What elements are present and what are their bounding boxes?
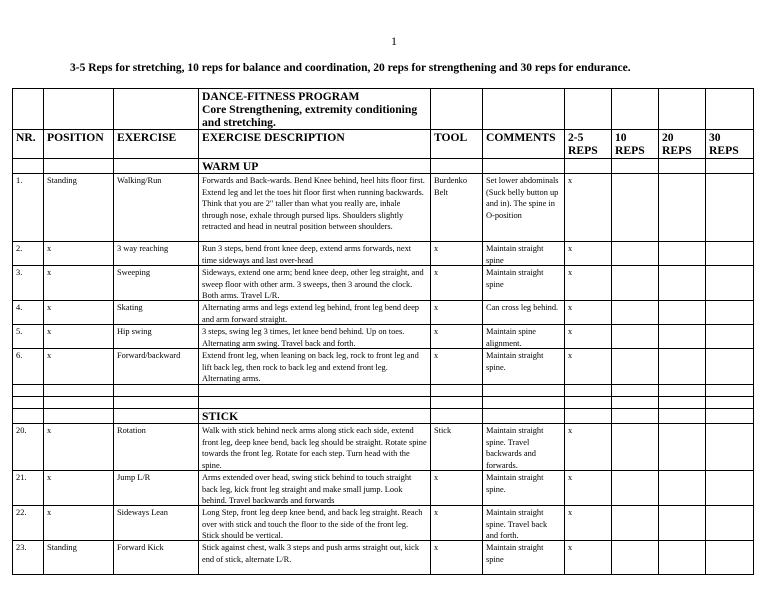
row-reps-empty [659, 174, 706, 242]
row-exercise: Sweeping [114, 266, 199, 301]
row-reps-empty [659, 471, 706, 506]
blank-row [13, 397, 754, 409]
program-title: DANCE-FITNESS PROGRAM [202, 90, 360, 103]
table-row [13, 349, 754, 385]
row-position: x [44, 301, 114, 325]
header-tool: TOOL [431, 130, 483, 159]
row-exercise: Hip swing [114, 325, 199, 349]
row-reps-empty [706, 325, 754, 349]
row-exercise: Skating [114, 301, 199, 325]
table-row [13, 424, 754, 471]
row-reps-empty [659, 266, 706, 301]
row-tool: Burdenko Belt [431, 174, 483, 242]
table-row [13, 471, 754, 506]
program-subtitle: Core Strengthening, extremity conditioning and stretching. [202, 103, 418, 129]
row-reps-empty [706, 349, 754, 385]
row-reps-empty [706, 174, 754, 242]
row-reps-empty [706, 266, 754, 301]
row-reps-empty [659, 301, 706, 325]
row-tool: x [431, 325, 483, 349]
section-row-warmup [13, 159, 754, 174]
row-position: x [44, 471, 114, 506]
row-tool: x [431, 506, 483, 541]
row-reps-empty [612, 325, 659, 349]
blank-row [13, 385, 754, 397]
row-exercise: Walking/Run [114, 174, 199, 242]
row-nr: 5. [13, 325, 44, 349]
row-description: Forwards and Back-wards. Bend Knee behind, heel hits floor first. Extend leg and let the toes hit floor first when running backwards. Think that you are 2" taller than what you really are, inhale through nose, exhale through pursed lips. Shoulders slightly retracted and head in neutral position between shoulders. [199, 174, 431, 242]
row-position: x [44, 424, 114, 471]
row-description: Long Step, front leg deep knee bend, and back leg straight. Reach over with stick and touch the floor to the side of the front leg. Stick should be vertical. [199, 506, 431, 541]
header-comments: COMMENTS [483, 130, 565, 159]
row-reps-empty [612, 424, 659, 471]
row-reps-empty [659, 424, 706, 471]
row-position: x [44, 242, 114, 266]
row-reps-empty [612, 506, 659, 541]
row-nr: 1. [13, 174, 44, 242]
row-nr: 6. [13, 349, 44, 385]
row-reps-2-5: x [565, 174, 612, 242]
row-description: Alternating arms and legs extend leg behind, front leg bend deep and arm forward straight. [199, 301, 431, 325]
row-nr: 21. [13, 471, 44, 506]
row-reps-empty [706, 541, 754, 575]
row-comments: Maintain straight spine. [483, 349, 565, 385]
row-reps-empty [706, 506, 754, 541]
row-comments: Maintain straight spine [483, 266, 565, 301]
row-reps-empty [706, 471, 754, 506]
row-reps-empty [659, 541, 706, 575]
row-reps-2-5: x [565, 301, 612, 325]
section-warmup: WARM UP [199, 159, 431, 174]
row-exercise: Forward/backward [114, 349, 199, 385]
row-reps-empty [706, 242, 754, 266]
header-position: POSITION [44, 130, 114, 159]
program-title-cell [199, 89, 431, 130]
row-reps-empty [706, 424, 754, 471]
row-position: x [44, 325, 114, 349]
header-nr: NR. [13, 130, 44, 159]
row-position: x [44, 506, 114, 541]
row-nr: 23. [13, 541, 44, 575]
row-exercise: Forward Kick [114, 541, 199, 575]
header-exercise: EXERCISE [114, 130, 199, 159]
row-nr: 4. [13, 301, 44, 325]
header-description: EXERCISE DESCRIPTION [199, 130, 431, 159]
row-comments: Can cross leg behind. [483, 301, 565, 325]
row-nr: 2. [13, 242, 44, 266]
row-comments: Maintain straight spine [483, 541, 565, 575]
header-reps-20: 20 REPS [659, 130, 706, 159]
row-reps-2-5: x [565, 424, 612, 471]
row-nr: 22. [13, 506, 44, 541]
row-position: Standing [44, 174, 114, 242]
row-reps-empty [706, 301, 754, 325]
row-tool: x [431, 541, 483, 575]
exercise-table [12, 88, 754, 575]
row-comments: Maintain spine alignment. [483, 325, 565, 349]
row-reps-empty [612, 174, 659, 242]
row-nr: 20. [13, 424, 44, 471]
row-reps-2-5: x [565, 541, 612, 575]
row-reps-empty [612, 349, 659, 385]
row-reps-empty [612, 242, 659, 266]
header-reps-10: 10 REPS [612, 130, 659, 159]
row-reps-empty [612, 266, 659, 301]
row-exercise: Rotation [114, 424, 199, 471]
row-reps-empty [659, 349, 706, 385]
row-description: Sideways, extend one arm; bend knee deep, other leg straight, and sweep floor with other arm. 3 sweeps, then 3 around the clock. Both arms. Travel L/R. [199, 266, 431, 301]
row-tool: x [431, 242, 483, 266]
header-row [13, 130, 754, 159]
row-comments: Maintain straight spine. [483, 471, 565, 506]
row-exercise: Jump L/R [114, 471, 199, 506]
row-description: Run 3 steps, bend front knee deep, extend arms forwards, next time sideways and last over-head [199, 242, 431, 266]
row-tool: x [431, 266, 483, 301]
row-reps-empty [612, 471, 659, 506]
row-tool: x [431, 349, 483, 385]
row-reps-empty [612, 301, 659, 325]
row-reps-2-5: x [565, 471, 612, 506]
header-reps-30: 30 REPS [706, 130, 754, 159]
row-description: Stick against chest, walk 3 steps and push arms straight out, kick end of stick, alternate L/R. [199, 541, 431, 575]
row-reps-2-5: x [565, 242, 612, 266]
row-reps-empty [659, 242, 706, 266]
row-comments: Maintain straight spine [483, 242, 565, 266]
table-row [13, 541, 754, 575]
row-position: x [44, 266, 114, 301]
row-exercise: 3 way reaching [114, 242, 199, 266]
section-row-stick [13, 409, 754, 424]
page-number: 1 [391, 34, 397, 48]
row-comments: Maintain straight spine. Travel back and forth. [483, 506, 565, 541]
row-comments: Set lower abdominals (Suck belly button up and in). The spine in O-position [483, 174, 565, 242]
row-description: Arms extended over head, swing stick behind to touch straight back leg, kick front leg straight and make small jump. Look behind. Travel backwards and forwards [199, 471, 431, 506]
row-tool: x [431, 471, 483, 506]
row-reps-2-5: x [565, 349, 612, 385]
title-row [13, 89, 754, 130]
row-reps-empty [659, 506, 706, 541]
table-row [13, 266, 754, 301]
row-reps-2-5: x [565, 325, 612, 349]
row-tool: Stick [431, 424, 483, 471]
row-tool: x [431, 301, 483, 325]
table-row [13, 242, 754, 266]
intro-text: 3-5 Reps for stretching, 10 reps for balance and coordination, 20 reps for strengthening and 30 reps for endurance. [70, 62, 631, 74]
table-row [13, 174, 754, 242]
table-row [13, 325, 754, 349]
header-reps-2-5: 2-5 REPS [565, 130, 612, 159]
row-reps-2-5: x [565, 266, 612, 301]
table-row [13, 506, 754, 541]
row-position: x [44, 349, 114, 385]
row-reps-empty [659, 325, 706, 349]
table-row [13, 301, 754, 325]
row-position: Standing [44, 541, 114, 575]
row-reps-empty [612, 541, 659, 575]
row-nr: 3. [13, 266, 44, 301]
section-stick: STICK [199, 409, 431, 424]
row-description: Walk with stick behind neck arms along stick each side, extend front leg, deep knee bend, back leg should be straight. Rotate spine towards the front leg. Rotate for each step. Turn head with the spine. [199, 424, 431, 471]
row-description: 3 steps, swing leg 3 times, let knee bend behind. Up on toes. Alternating arm swing. Travel back and forth. [199, 325, 431, 349]
row-reps-2-5: x [565, 506, 612, 541]
row-description: Extend front leg, when leaning on back leg, rock to front leg and lift back leg, then rock to back leg and extend front leg. Alternating arms. [199, 349, 431, 385]
row-exercise: Sideways Lean [114, 506, 199, 541]
row-comments: Maintain straight spine. Travel backwards and forwards. [483, 424, 565, 471]
